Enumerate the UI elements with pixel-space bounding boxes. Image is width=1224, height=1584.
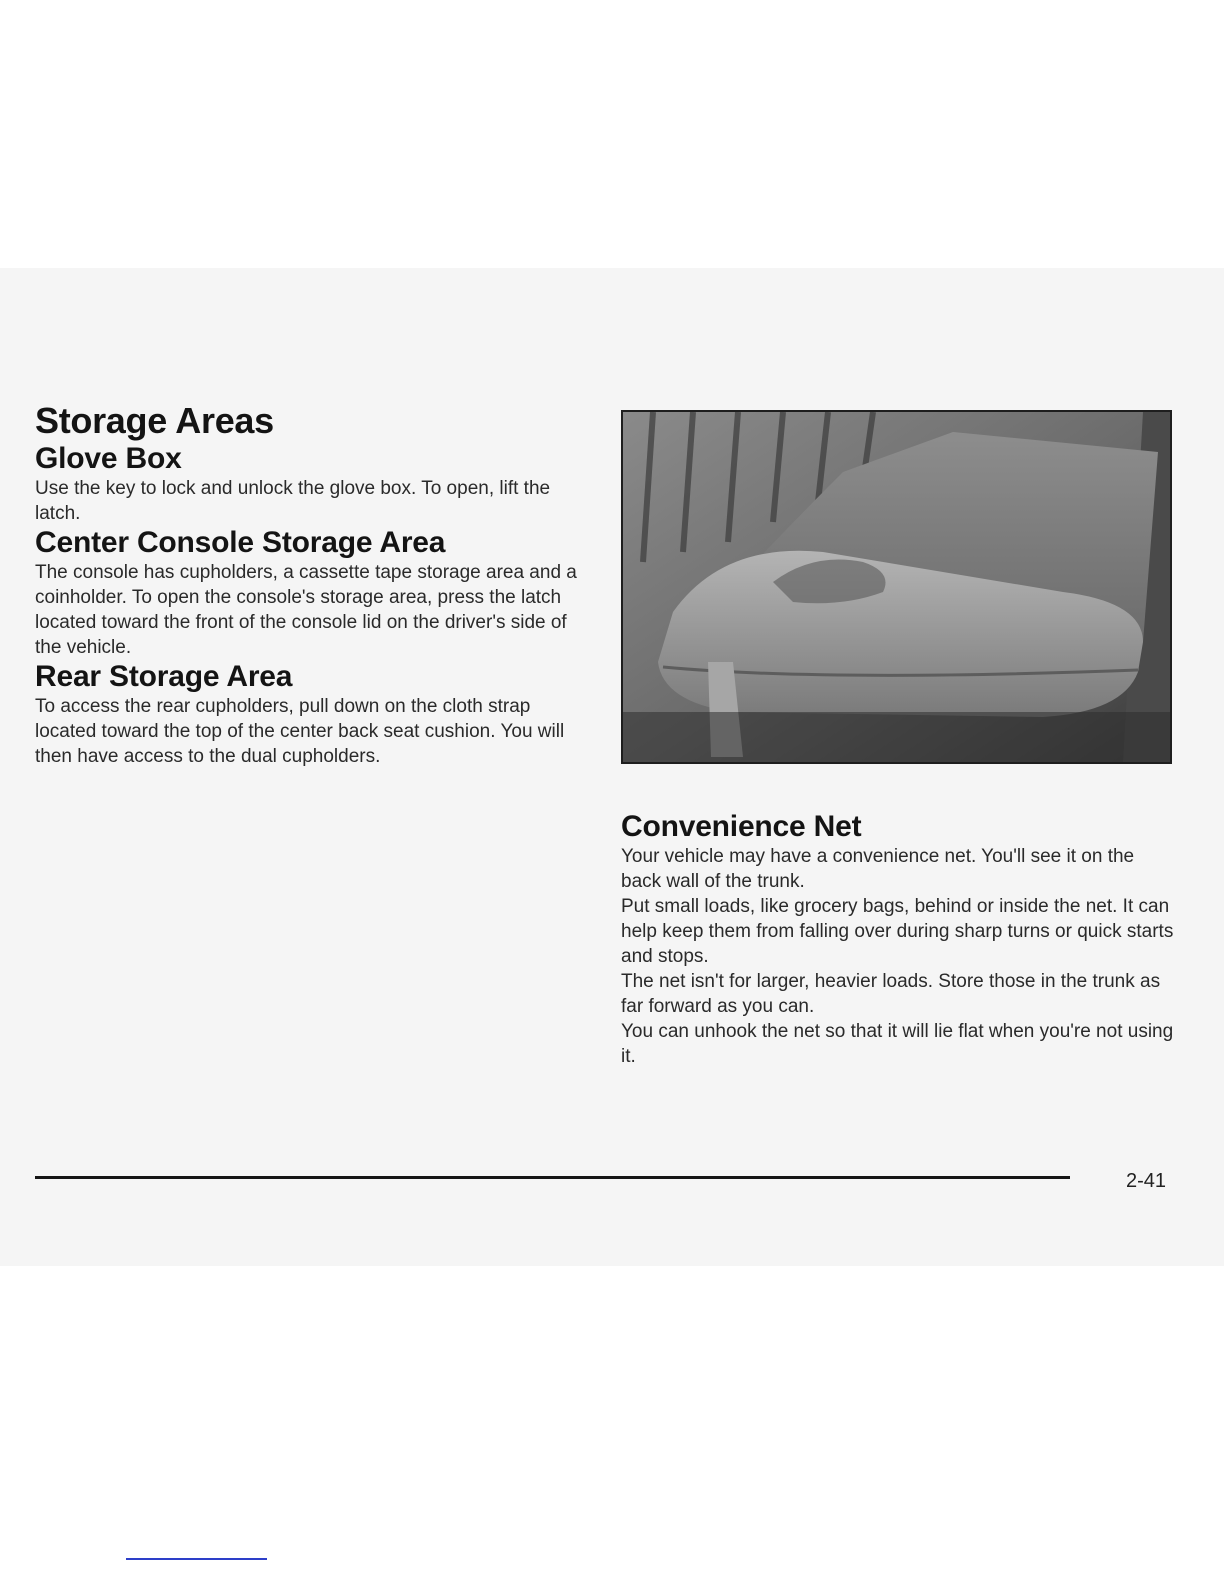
page-title: Storage Areas (35, 400, 274, 441)
console-armrest-photo (621, 410, 1172, 764)
convenience-net-paragraph: Your vehicle may have a convenience net. You'll see it on the back wall of the trunk. (621, 846, 1135, 892)
center-console-text: The console has cupholders, a cassette tape storage area and a coinholder. To open the console's storage area, press the latch located toward the front of the console lid on the driver's side of the vehicle. (35, 562, 577, 658)
glove-box-text: Use the key to lock and unlock the glove box. To open, lift the latch. (35, 478, 551, 524)
rear-storage-heading: Rear Storage Area (35, 660, 293, 693)
convenience-net-paragraph: The net isn't for larger, heavier loads. Store those in the trunk as far forward as you can. (621, 971, 1161, 1017)
page-number: 2-41 (1126, 1170, 1167, 1192)
rear-storage-text: To access the rear cupholders, pull down on the cloth strap located toward the top of the center back seat cushion. You will then have access to the dual cupholders. (35, 696, 565, 767)
footer-link-underline (126, 1558, 267, 1560)
right-column (621, 810, 1176, 1069)
footer-rule (35, 1176, 1070, 1179)
convenience-net-paragraph: You can unhook the net so that it will lie flat when you're not using it. (621, 1021, 1174, 1067)
glove-box-heading: Glove Box (35, 442, 182, 475)
convenience-net-heading: Convenience Net (621, 810, 862, 843)
left-column (35, 400, 580, 769)
convenience-net-paragraph: Put small loads, like grocery bags, behind or inside the net. It can help keep them from falling over during sharp turns or quick starts and stops. (621, 896, 1174, 967)
center-console-heading: Center Console Storage Area (35, 526, 446, 559)
